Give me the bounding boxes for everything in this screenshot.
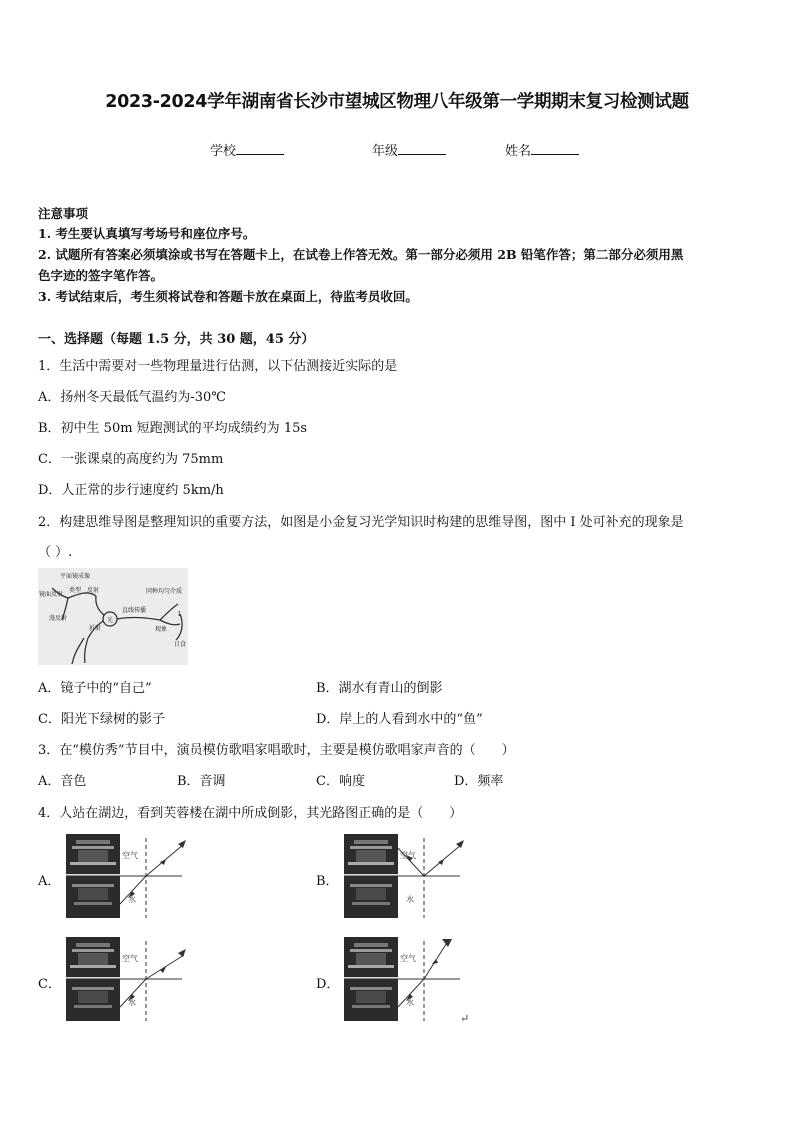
q3-option-b[interactable]: B．音调: [177, 774, 226, 789]
name-label: 姓名: [505, 144, 532, 159]
ray-diagram: [344, 834, 464, 920]
q2-stem: 2．构建思维导图是整理知识的重要方法，如图是小金复习光学知识时构建的思维导图，图中 I 处可补充的现象是: [38, 515, 684, 530]
ray-diagram: [66, 937, 186, 1023]
grade-field[interactable]: [372, 140, 446, 159]
notes-heading: 注意事项: [38, 206, 89, 221]
q4-option-d-label[interactable]: D．: [316, 977, 340, 992]
school-label: 学校: [210, 144, 237, 159]
q3-stem: 3．在“模仿秀”节目中，演员模仿歌唱家唱歌时，主要是模仿歌唱家声音的（ ）: [38, 743, 515, 758]
mind-label-diffuse: 漫反射: [49, 615, 68, 622]
mind-label-specular: 镜面反射: [39, 591, 64, 598]
mind-label-refraction: 折射: [89, 625, 102, 632]
q2-option-a[interactable]: A．镜子中的“自己”: [38, 681, 152, 696]
mind-center-label: 光: [107, 617, 114, 624]
q4-option-a-figure[interactable]: [66, 834, 186, 920]
water-label: 水: [128, 895, 136, 904]
mind-label-phenomenon: 现象: [155, 626, 168, 633]
q4-option-a-label[interactable]: A．: [38, 874, 61, 889]
q3-option-c[interactable]: C．响度: [316, 774, 365, 789]
ray-diagram: [344, 937, 464, 1023]
q1-stem: 1．生活中需要对一些物理量进行估测，以下估测接近实际的是: [38, 359, 398, 374]
school-blank[interactable]: [236, 142, 284, 155]
q4-option-d-figure[interactable]: [344, 937, 464, 1023]
paragraph-mark: ↵: [460, 1012, 470, 1025]
q2-option-d[interactable]: D．岸上的人看到水中的“鱼”: [316, 712, 483, 727]
q4-option-b-figure[interactable]: [344, 834, 464, 920]
air-label: 空气: [400, 954, 416, 963]
note-item: 3. 考试结束后，考生须将试卷和答题卡放在桌面上，待监考员收回。: [38, 289, 418, 304]
air-label: 空气: [122, 954, 138, 963]
ray-diagram: [66, 834, 186, 920]
mind-label-straight-line: 直线传播: [122, 607, 147, 614]
note-item: 色字迹的签字笔作答。: [38, 268, 164, 283]
water-label: 水: [128, 998, 136, 1007]
mind-label-uniform-medium: 同种均匀介质: [146, 588, 183, 595]
q2-option-c[interactable]: C．阳光下绿树的影子: [38, 712, 165, 727]
mind-label-i: I: [178, 611, 181, 618]
mind-map-lines: [38, 568, 188, 665]
q1-option-b[interactable]: B．初中生 50m 短跑测试的平均成绩约为 15s: [38, 421, 308, 436]
q1-option-c[interactable]: C．一张课桌的高度约为 75mm: [38, 452, 224, 467]
air-label: 空气: [122, 851, 138, 860]
q4-option-b-label[interactable]: B．: [316, 874, 339, 889]
mind-label-mirror-image: 平面镜成像: [60, 573, 91, 580]
q3-option-d[interactable]: D．频率: [454, 774, 504, 789]
exam-title: 2023-2024学年湖南省长沙市望城区物理八年级第一学期期末复习检测试题: [105, 92, 689, 112]
mind-label-reflection: 反射: [87, 587, 100, 594]
note-item: 2. 试题所有答案必须填涂或书写在答题卡上，在试卷上作答无效。第一部分必须用 2B 铅笔作答；第二部分必须用黑: [38, 247, 684, 262]
mind-label-type: 类型: [69, 587, 82, 594]
water-label: 水: [406, 895, 414, 904]
q1-option-d[interactable]: D．人正常的步行速度约 5km/h: [38, 483, 224, 498]
school-field[interactable]: [210, 140, 284, 159]
q2-blank: （ ）.: [38, 545, 73, 560]
q4-option-c-label[interactable]: C．: [38, 977, 61, 992]
mind-map-figure: [38, 568, 188, 665]
q4-option-c-figure[interactable]: [66, 937, 186, 1023]
section-heading: 一、选择题（每题 1.5 分，共 30 题，45 分）: [38, 332, 315, 347]
grade-label: 年级: [372, 144, 399, 159]
q3-option-a[interactable]: A．音色: [38, 774, 87, 789]
name-field[interactable]: [505, 140, 579, 159]
water-label: 水: [406, 998, 414, 1007]
air-label: 空气: [400, 851, 416, 860]
q1-option-a[interactable]: A．扬州冬天最低气温约为-30℃: [38, 390, 226, 405]
grade-blank[interactable]: [398, 142, 446, 155]
q2-option-b[interactable]: B．湖水有青山的倒影: [316, 681, 443, 696]
mind-label-eclipse: 日食: [174, 641, 187, 648]
q4-stem: 4．人站在湖边，看到芙蓉楼在湖中所成倒影，其光路图正确的是（ ）: [38, 806, 463, 821]
note-item: 1. 考生要认真填写考场号和座位序号。: [38, 226, 256, 241]
name-blank[interactable]: [531, 142, 579, 155]
